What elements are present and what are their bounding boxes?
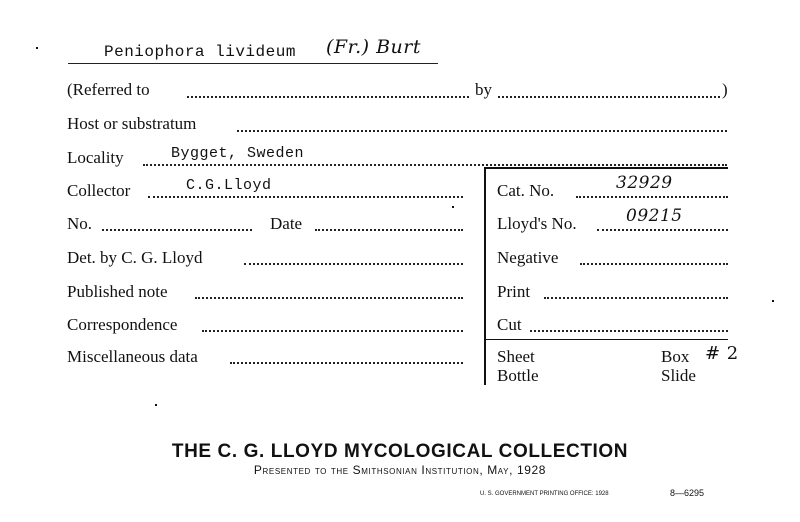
lloyds-no-line: [597, 229, 728, 231]
correspondence-line: [202, 330, 463, 332]
published-note-line: [195, 297, 463, 299]
printer-note: U. S. GOVERNMENT PRINTING OFFICE: 1928: [480, 491, 609, 497]
det-by-line: [244, 263, 463, 265]
right-box-divider: [486, 339, 728, 340]
specimen-name: Peniophora livideum: [104, 43, 296, 61]
slide-label: Slide: [661, 366, 696, 385]
host-label: Host or substratum: [67, 114, 197, 133]
form-number: 8—6295: [670, 488, 705, 498]
cut-label: Cut: [497, 315, 522, 334]
print-line: [544, 297, 728, 299]
lloyds-no-value: 09215: [626, 206, 683, 226]
misc-data-label: Miscellaneous data: [67, 347, 198, 366]
negative-line: [580, 263, 728, 265]
collector-line: [148, 196, 463, 198]
published-note-label: Published note: [67, 282, 168, 301]
by-label: by: [475, 80, 492, 99]
print-label: Print: [497, 282, 531, 301]
cat-no-label: Cat. No.: [497, 181, 555, 200]
date-line: [315, 229, 463, 231]
collection-title: THE C. G. LLOYD MYCOLOGICAL COLLECTION: [171, 441, 629, 462]
lloyds-no-label: Lloyd's No.: [497, 214, 577, 233]
collector-value: C.G.Lloyd: [186, 177, 272, 194]
cat-no-value: 32929: [616, 173, 673, 193]
cat-no-line: [576, 196, 728, 198]
sheet-label: Sheet: [497, 347, 535, 366]
no-line: [102, 229, 252, 231]
by-line: [498, 96, 720, 98]
negative-label: Negative: [497, 248, 559, 267]
referred-to-line: [187, 96, 469, 98]
scan-speck: [155, 404, 157, 406]
box-label: Box: [661, 347, 690, 366]
det-by-label: Det. by C. G. Lloyd: [67, 248, 203, 267]
collector-label: Collector: [67, 181, 131, 200]
scan-speck: [772, 300, 774, 302]
locality-value: Bygget, Sweden: [171, 145, 305, 162]
right-box-left-border: [484, 167, 486, 385]
specimen-authority: (Fr.) Burt: [326, 36, 421, 58]
host-line: [237, 130, 727, 132]
bottle-label: Bottle: [497, 366, 539, 385]
correspondence-label: Correspondence: [67, 315, 178, 334]
referred-to-label: (Referred to: [67, 80, 150, 99]
date-label: Date: [270, 214, 303, 233]
cut-line: [530, 330, 728, 332]
right-box-top-border: [484, 167, 728, 169]
collection-subtitle: Presented to the Smithsonian Institution, May, 1928: [253, 463, 547, 477]
specimen-name-line: [68, 63, 438, 64]
close-paren: ): [722, 80, 728, 99]
locality-label: Locality: [67, 148, 124, 167]
scan-speck: [452, 206, 454, 208]
scan-speck: [36, 47, 38, 49]
misc-data-line: [230, 362, 463, 364]
locality-line: [143, 164, 727, 166]
box-value: # 2: [705, 343, 739, 364]
no-label: No.: [67, 214, 93, 233]
